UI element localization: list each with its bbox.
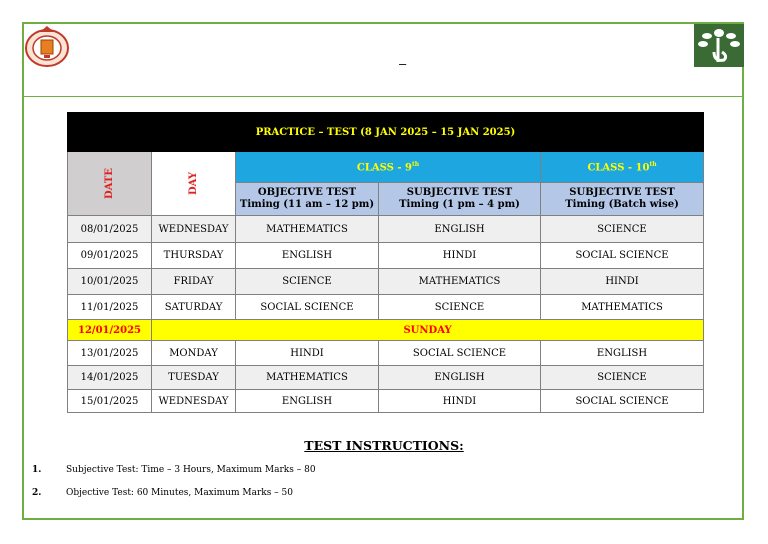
schedule-table [67,112,704,413]
subjective-10-cell: SOCIAL SCIENCE [541,390,704,413]
objective-9-cell: MATHEMATICS [236,366,379,390]
class-9-header: CLASS - 9th [236,152,541,183]
objective-9-cell: ENGLISH [236,390,379,413]
day-cell: FRIDAY [152,269,236,295]
date-cell: 15/01/2025 [68,390,152,413]
table-row [68,341,704,366]
header-divider [24,96,744,97]
subjective-9-cell: SOCIAL SCIENCE [379,341,541,366]
day-cell: SATURDAY [152,295,236,320]
tree-logo-icon [694,24,744,67]
day-cell: THURSDAY [152,243,236,269]
instruction-item [32,488,293,498]
table-row [68,366,704,390]
instructions-title: TEST INSTRUCTIONS: [304,438,464,453]
subjective-10-cell: SOCIAL SCIENCE [541,243,704,269]
date-column-header: DATE [68,152,152,216]
objective-9-cell: SOCIAL SCIENCE [236,295,379,320]
date-cell: 11/01/2025 [68,295,152,320]
table-row [68,216,704,243]
holiday-row [68,320,704,341]
objective-9-cell: MATHEMATICS [236,216,379,243]
day-cell: TUESDAY [152,366,236,390]
table-row [68,243,704,269]
subjective-10-cell: SCIENCE [541,366,704,390]
date-cell: 13/01/2025 [68,341,152,366]
subjective-9-cell: HINDI [379,390,541,413]
subjective-10-cell: ENGLISH [541,341,704,366]
subjective-9-cell: ENGLISH [379,366,541,390]
objective-9-cell: SCIENCE [236,269,379,295]
date-cell: 09/01/2025 [68,243,152,269]
table-row [68,295,704,320]
objective-9-cell: ENGLISH [236,243,379,269]
subjective-test-9-header: SUBJECTIVE TEST Timing (1 pm – 4 pm) [379,183,541,216]
subjective-9-cell: HINDI [379,243,541,269]
instruction-number: 1. [32,465,42,475]
holiday-date-cell: 12/01/2025 [68,320,152,341]
subjective-10-cell: MATHEMATICS [541,295,704,320]
haryana-emblem-icon [24,24,70,68]
day-column-header: DAY [152,152,236,216]
table-row [68,390,704,413]
date-cell: 10/01/2025 [68,269,152,295]
holiday-label: SUNDAY [152,320,704,341]
subjective-9-cell: MATHEMATICS [379,269,541,295]
instruction-text: Subjective Test: Time – 3 Hours, Maximum Marks – 80 [66,465,316,475]
instruction-number: 2. [32,488,42,498]
instruction-item [32,465,316,475]
instruction-text: Objective Test: 60 Minutes, Maximum Marks – 50 [66,488,293,498]
objective-9-cell: HINDI [236,341,379,366]
date-cell: 08/01/2025 [68,216,152,243]
day-cell: MONDAY [152,341,236,366]
table-row [68,269,704,295]
class-10-header: CLASS - 10th [541,152,704,183]
subjective-10-cell: HINDI [541,269,704,295]
date-cell: 14/01/2025 [68,366,152,390]
subjective-10-cell: SCIENCE [541,216,704,243]
subjective-9-cell: ENGLISH [379,216,541,243]
table-title: PRACTICE – TEST (8 JAN 2025 – 15 JAN 2025) [68,113,704,152]
day-cell: WEDNESDAY [152,216,236,243]
header-dash: – [399,56,407,71]
subjective-9-cell: SCIENCE [379,295,541,320]
day-cell: WEDNESDAY [152,390,236,413]
subjective-test-10-header: SUBJECTIVE TEST Timing (Batch wise) [541,183,704,216]
objective-test-header: OBJECTIVE TEST Timing (11 am – 12 pm) [236,183,379,216]
